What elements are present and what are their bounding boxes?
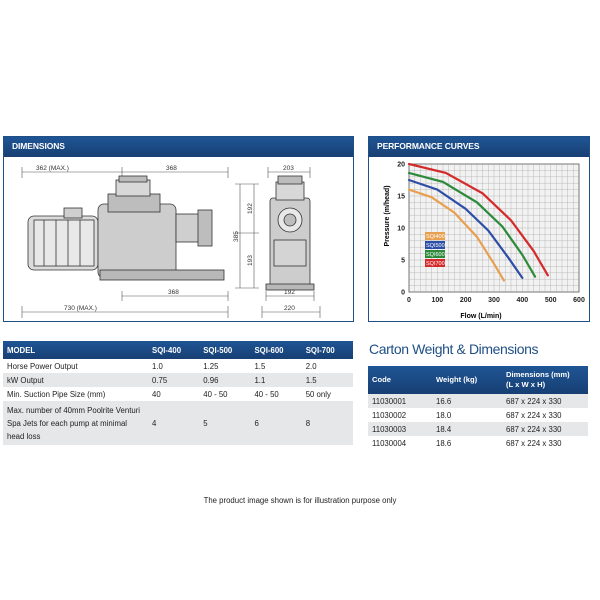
x-tick-label: 300 (488, 297, 500, 304)
carton-header-dimensions-line2: (L x W x H) (506, 380, 546, 389)
spec-header-sqi700: SQI-700 (302, 341, 353, 359)
y-tick-label: 5 (401, 257, 405, 265)
y-tick-label: 0 (401, 289, 405, 297)
spec-cell: 0.75 (148, 373, 199, 387)
x-tick-label: 100 (431, 297, 444, 304)
y-tick-label: 10 (397, 225, 405, 233)
x-tick-label: 200 (459, 297, 472, 304)
table-row (3, 373, 353, 387)
table-row (368, 436, 588, 450)
dim-top-right: 368 (166, 165, 177, 172)
carton-table (368, 366, 588, 450)
y-tick-label: 15 (397, 193, 405, 201)
dim-right-total: 385 (233, 231, 240, 242)
chart-grid (409, 164, 579, 292)
x-tick-label: 600 (573, 297, 585, 304)
spec-cell: 6 (250, 401, 301, 445)
table-row (3, 401, 353, 445)
spec-cell: 50 only (305, 389, 331, 399)
legend-label: SQI700 (426, 261, 445, 267)
spec-header-model: MODEL (3, 341, 148, 359)
spec-cell: 1.1 (250, 373, 301, 387)
spec-cell: 0.96 (199, 373, 250, 387)
x-tick-label: 0 (407, 297, 411, 304)
carton-cell: 687 x 224 x 330 (506, 438, 562, 448)
x-tick-label: 500 (544, 297, 557, 304)
legend-label: SQI500 (426, 243, 445, 249)
y-tick-label: 20 (397, 161, 405, 169)
legend-label: SQI600 (426, 252, 445, 258)
spec-cell: 40 - 50 (203, 389, 228, 399)
dim-right-bottom: 193 (247, 255, 254, 266)
dim-bottom-inner: 368 (168, 289, 179, 296)
pump-front-view (266, 176, 314, 290)
pump-side-view (28, 176, 224, 280)
carton-header-row (368, 366, 588, 394)
spec-cell: 1.0 (152, 361, 163, 371)
dim-side-bottom-outer: 220 (284, 305, 295, 312)
spec-cell: 1.5 (302, 373, 353, 387)
carton-cell: 11030003 (368, 422, 432, 436)
dim-side-bottom-inner: 192 (284, 289, 295, 296)
performance-chart (369, 158, 589, 322)
spec-cell: 8 (302, 401, 353, 445)
carton-cell: 18.4 (432, 422, 502, 436)
performance-panel (368, 136, 590, 322)
spec-table (3, 341, 353, 445)
spec-cell: 40 (152, 389, 161, 399)
footnote: The product image shown is for illustration purpose only (203, 496, 397, 505)
spec-header-sqi500: SQI-500 (199, 341, 250, 359)
x-tick-label: 400 (516, 297, 529, 304)
carton-header-dimensions-line1: Dimensions (mm) (506, 370, 570, 379)
dimensions-header (4, 137, 353, 157)
carton-cell: 18.0 (436, 410, 452, 420)
carton-cell: 18.6 (436, 438, 452, 448)
carton-cell: 11030004 (372, 438, 407, 448)
carton-cell: 11030001 (368, 394, 432, 408)
performance-header (369, 137, 589, 157)
table-row (3, 359, 353, 373)
dim-top-left: 362 (MAX.) (36, 165, 69, 172)
carton-header-code: Code (368, 366, 432, 394)
dim-right-top: 192 (247, 203, 254, 214)
table-row (368, 422, 588, 436)
spec-header-sqi600: SQI-600 (250, 341, 301, 359)
y-axis-label: Pressure (m/head) (384, 185, 391, 247)
table-row (368, 408, 588, 422)
spec-header-row (3, 341, 353, 359)
dimensions-drawing (4, 158, 353, 322)
carton-cell: 16.6 (432, 394, 502, 408)
carton-cell: 11030002 (372, 410, 407, 420)
carton-title: Carton Weight & Dimensions (369, 341, 539, 357)
spec-cell: 4 (148, 401, 199, 445)
carton-cell: 687 x 224 x 330 (502, 394, 588, 408)
carton-header-weight: Weight (kg) (432, 366, 502, 394)
dim-bottom-total: 730 (MAX.) (64, 305, 97, 312)
legend-label: SQI400 (426, 234, 445, 240)
spec-cell: kW Output (3, 373, 148, 387)
table-row (368, 394, 588, 408)
spec-cell: 5 (199, 401, 250, 445)
spec-cell: 2.0 (305, 361, 317, 371)
dimensions-panel (3, 136, 354, 322)
performance-title: PERFORMANCE CURVES (377, 141, 480, 151)
table-row (3, 387, 353, 401)
dim-side-top: 203 (283, 165, 294, 172)
dimensions-title: DIMENSIONS (12, 141, 65, 151)
spec-cell: Horse Power Output (7, 361, 78, 371)
spec-cell: 1.25 (203, 361, 219, 371)
spec-cell: 40 - 50 (254, 389, 279, 399)
carton-cell: 687 x 224 x 330 (506, 410, 562, 420)
spec-cell: Max. number of 40mm Poolrite Venturi Spa Jets for each pump at minimal head loss (3, 401, 148, 445)
spec-header-sqi400: SQI-400 (148, 341, 199, 359)
spec-cell: Min. Suction Pipe Size (mm) (7, 389, 106, 399)
spec-cell: 1.5 (254, 361, 266, 371)
x-axis-label: Flow (L/min) (460, 313, 502, 320)
carton-cell: 687 x 224 x 330 (502, 422, 588, 436)
carton-header-dimensions (502, 366, 588, 394)
